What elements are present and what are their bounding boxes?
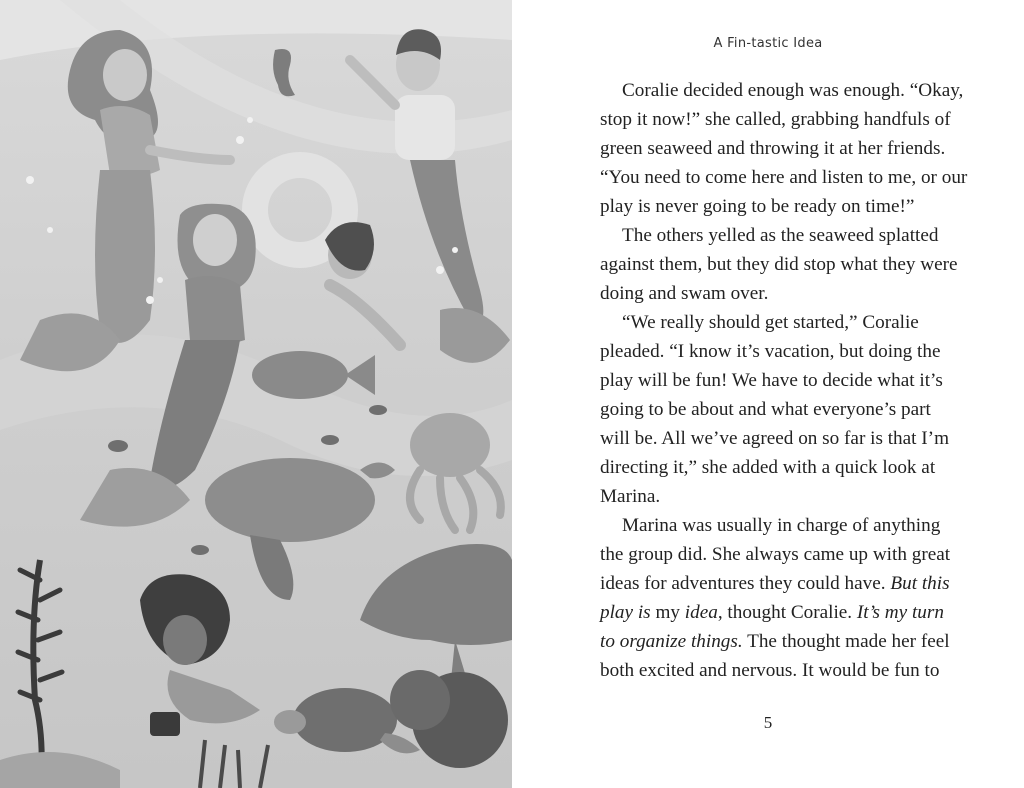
text-run: will be. All we’ve agreed on so far is that I’m (600, 428, 950, 449)
text-line (600, 453, 980, 482)
text-run: play is never going to be ready on time!” (600, 196, 915, 217)
text-line (600, 511, 980, 540)
seahorse (273, 49, 295, 96)
text-run: my (655, 602, 680, 623)
text-line (600, 221, 980, 250)
text-line (600, 279, 980, 308)
running-head: A Fin-tastic Idea (713, 36, 823, 51)
text-page (512, 0, 1024, 788)
text-line (600, 627, 980, 656)
text-run: green seaweed and throwing it at her friends. (600, 138, 946, 159)
text-run: Marina. (600, 486, 661, 507)
text-run: Marina was usually in charge of anything (622, 515, 941, 536)
text-run: play will be fun! We have to decide what it’s (600, 370, 943, 391)
text-line (600, 192, 980, 221)
text-line (600, 76, 980, 105)
text-line (600, 250, 980, 279)
text-run: “You need to come here and listen to me, or our (600, 167, 968, 188)
text-run: Coralie decided enough was enough. “Okay, (622, 80, 964, 101)
text-line (600, 424, 980, 453)
mermaid-bottom (140, 574, 260, 736)
page-number: 5 (763, 713, 773, 732)
fish-large (252, 351, 375, 399)
text-run: going to be about and what everyone’s part (600, 399, 931, 420)
mermaid-curled (255, 165, 400, 345)
text-line (600, 395, 980, 424)
text-line (600, 482, 980, 511)
italic-run: But this (890, 573, 950, 594)
text-line (600, 308, 980, 337)
body-text (600, 76, 980, 685)
dolphin (360, 544, 512, 690)
italic-run: to organize things. (600, 631, 743, 652)
fish-small-2 (369, 405, 387, 415)
fish-small-4 (191, 545, 209, 555)
text-line (600, 134, 980, 163)
text-line (600, 569, 980, 598)
text-line (600, 105, 980, 134)
text-run: “We really should get started,” Coralie (622, 312, 919, 333)
text-run: directing it,” she added with a quick look at (600, 457, 936, 478)
text-run: against them, but they did stop what they were (600, 254, 958, 275)
fish-small-3 (321, 435, 339, 445)
text-run: The others yelled as the seaweed splatted (622, 225, 939, 246)
text-line (600, 656, 980, 685)
text-run: stop it now!” she called, grabbing handfuls of (600, 109, 951, 130)
text-run: the group did. She always came up with great (600, 544, 951, 565)
fish-small-1 (108, 440, 128, 452)
text-run: , thought Coralie. (717, 602, 857, 623)
text-run: ideas for adventures they could have. (600, 573, 891, 594)
text-run: doing and swam over. (600, 283, 769, 304)
text-line (600, 337, 980, 366)
italic-run: idea (679, 602, 718, 623)
italic-run: play is (600, 602, 656, 623)
text-line (600, 366, 980, 395)
text-line (600, 598, 980, 627)
text-run: pleaded. “I know it’s vacation, but doing the (600, 341, 941, 362)
text-run: The thought made her feel (742, 631, 950, 652)
manatee (205, 458, 395, 600)
text-line (600, 163, 980, 192)
italic-run: It’s my turn (856, 602, 944, 623)
text-run: both excited and nervous. It would be fun to (600, 660, 940, 681)
text-line (600, 540, 980, 569)
